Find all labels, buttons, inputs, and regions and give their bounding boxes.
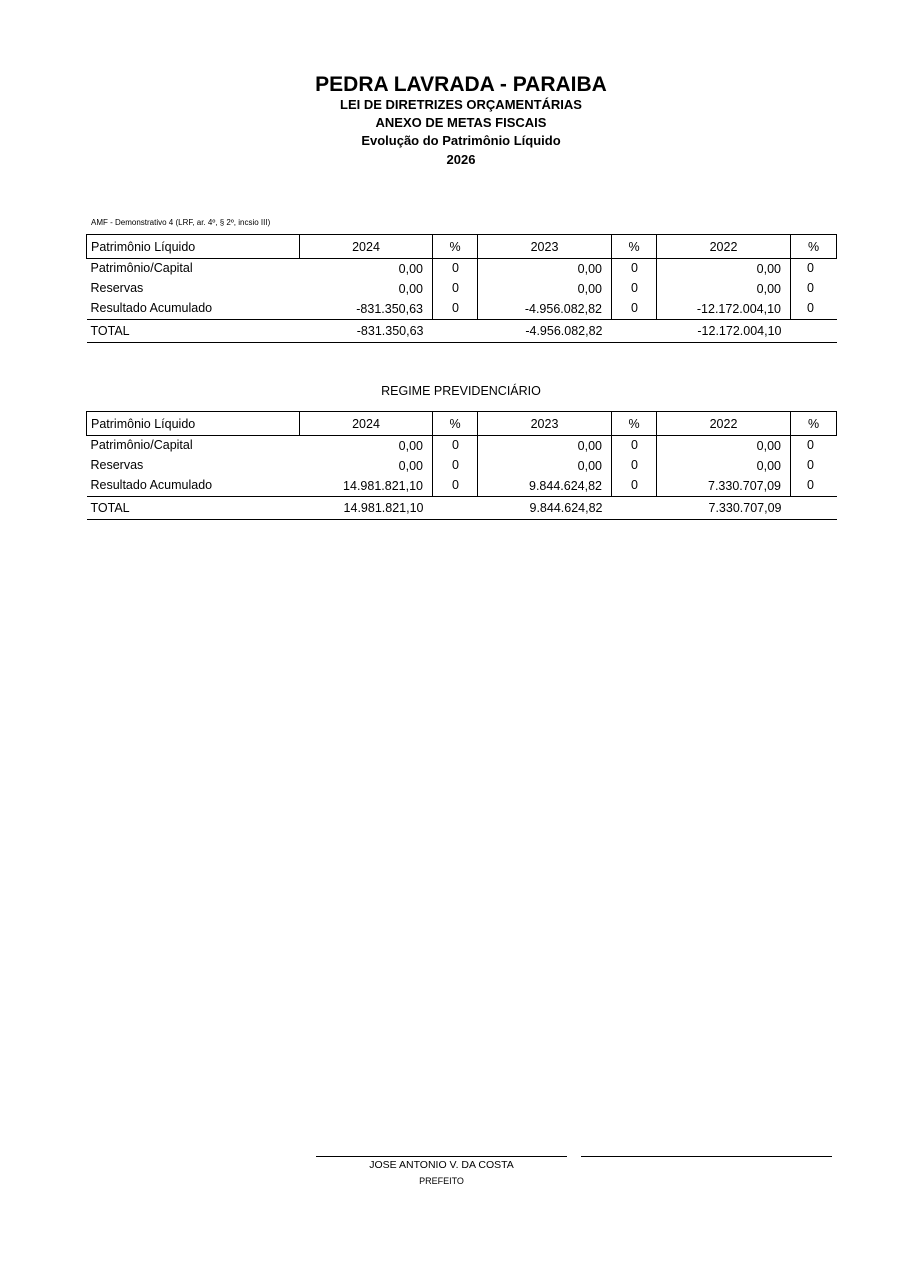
value-cell: 9.844.624,82 (478, 476, 612, 497)
percent-cell: 0 (433, 436, 478, 457)
percent-cell: 0 (433, 259, 478, 280)
total-row (87, 497, 837, 520)
header-cell: 2024 (300, 412, 433, 436)
value-cell: 0,00 (478, 436, 612, 457)
row-label: Patrimônio/Capital (90, 438, 193, 452)
row-label: Patrimônio/Capital (90, 261, 193, 275)
row-label: Reservas (90, 281, 144, 295)
table-row (87, 456, 837, 476)
table-row (87, 259, 837, 280)
document-title: PEDRA LAVRADA - PARAIBA (315, 73, 607, 96)
row-label: Resultado Acumulado (90, 478, 213, 492)
header-cell: % (791, 235, 837, 259)
document-subtitle-ldo: LEI DE DIRETRIZES ORÇAMENTÁRIAS (340, 97, 582, 112)
empty-cell (612, 497, 657, 520)
header-cell: 2023 (478, 235, 612, 259)
patrimonio-liquido-table (86, 234, 837, 343)
regime-previdenciario-title: REGIME PREVIDENCIÁRIO (381, 384, 541, 398)
percent-cell: 0 (612, 476, 657, 497)
value-cell: 0,00 (657, 279, 791, 299)
percent-cell: 0 (612, 436, 657, 457)
signatory-role: PREFEITO (419, 1176, 464, 1186)
percent-cell: 0 (807, 301, 814, 315)
percent-cell: 0 (612, 259, 657, 280)
signatory-name: JOSE ANTONIO V. DA COSTA (369, 1159, 514, 1171)
value-cell: 0,00 (300, 436, 433, 457)
total-row (87, 320, 837, 343)
header-cell: Patrimônio Líquido (87, 412, 300, 436)
percent-cell: 0 (807, 261, 814, 275)
empty-cell (791, 320, 837, 343)
value-cell: -12.172.004,10 (657, 299, 791, 320)
signature-line-prefeito (316, 1156, 567, 1157)
value-cell: 0,00 (478, 259, 612, 280)
total-label: TOTAL (87, 497, 300, 520)
header-cell: % (612, 235, 657, 259)
total-value: 14.981.821,10 (300, 497, 433, 520)
table-row (87, 299, 837, 320)
header-cell: 2022 (657, 412, 791, 436)
percent-cell: 0 (807, 478, 814, 492)
header-cell: 2023 (478, 412, 612, 436)
percent-cell: 0 (433, 456, 478, 476)
total-label: TOTAL (87, 320, 300, 343)
percent-cell: 0 (433, 476, 478, 497)
header-cell: Patrimônio Líquido (87, 235, 300, 259)
total-value: -831.350,63 (300, 320, 433, 343)
document-subtitle-anexo: ANEXO DE METAS FISCAIS (375, 115, 547, 130)
percent-cell: 0 (612, 279, 657, 299)
value-cell: 0,00 (657, 259, 791, 280)
regime-previdenciario-table (86, 411, 837, 520)
percent-cell: 0 (807, 281, 814, 295)
value-cell: -4.956.082,82 (478, 299, 612, 320)
row-label: Reservas (90, 458, 144, 472)
header-cell: % (433, 412, 478, 436)
percent-cell: 0 (612, 456, 657, 476)
empty-cell (612, 320, 657, 343)
total-value: -4.956.082,82 (478, 320, 612, 343)
table-header-row (87, 412, 837, 436)
empty-cell (433, 497, 478, 520)
table-row (87, 279, 837, 299)
table-header-row (87, 235, 837, 259)
document-subtitle-evolucao: Evolução do Patrimônio Líquido (361, 133, 561, 148)
empty-cell (433, 320, 478, 343)
total-value: 7.330.707,09 (657, 497, 791, 520)
value-cell: 0,00 (657, 436, 791, 457)
value-cell: 0,00 (478, 456, 612, 476)
header-cell: % (433, 235, 478, 259)
value-cell: 0,00 (300, 259, 433, 280)
demonstrativo-note: AMF - Demonstrativo 4 (LRF, ar. 4º, § 2º, incsio III) (91, 218, 271, 227)
value-cell: 14.981.821,10 (300, 476, 433, 497)
header-cell: 2024 (300, 235, 433, 259)
signature-line-blank (581, 1156, 832, 1157)
header-cell: % (612, 412, 657, 436)
header-cell: % (791, 412, 837, 436)
header-cell: 2022 (657, 235, 791, 259)
document-year: 2026 (446, 152, 476, 167)
value-cell: 0,00 (657, 456, 791, 476)
percent-cell: 0 (807, 458, 814, 472)
percent-cell: 0 (433, 299, 478, 320)
percent-cell: 0 (807, 438, 814, 452)
value-cell: -831.350,63 (300, 299, 433, 320)
total-value: -12.172.004,10 (657, 320, 791, 343)
table-row (87, 476, 837, 497)
value-cell: 7.330.707,09 (657, 476, 791, 497)
row-label: Resultado Acumulado (90, 301, 213, 315)
value-cell: 0,00 (300, 456, 433, 476)
empty-cell (791, 497, 837, 520)
percent-cell: 0 (612, 299, 657, 320)
value-cell: 0,00 (300, 279, 433, 299)
percent-cell: 0 (433, 279, 478, 299)
total-value: 9.844.624,82 (478, 497, 612, 520)
value-cell: 0,00 (478, 279, 612, 299)
table-row (87, 436, 837, 457)
